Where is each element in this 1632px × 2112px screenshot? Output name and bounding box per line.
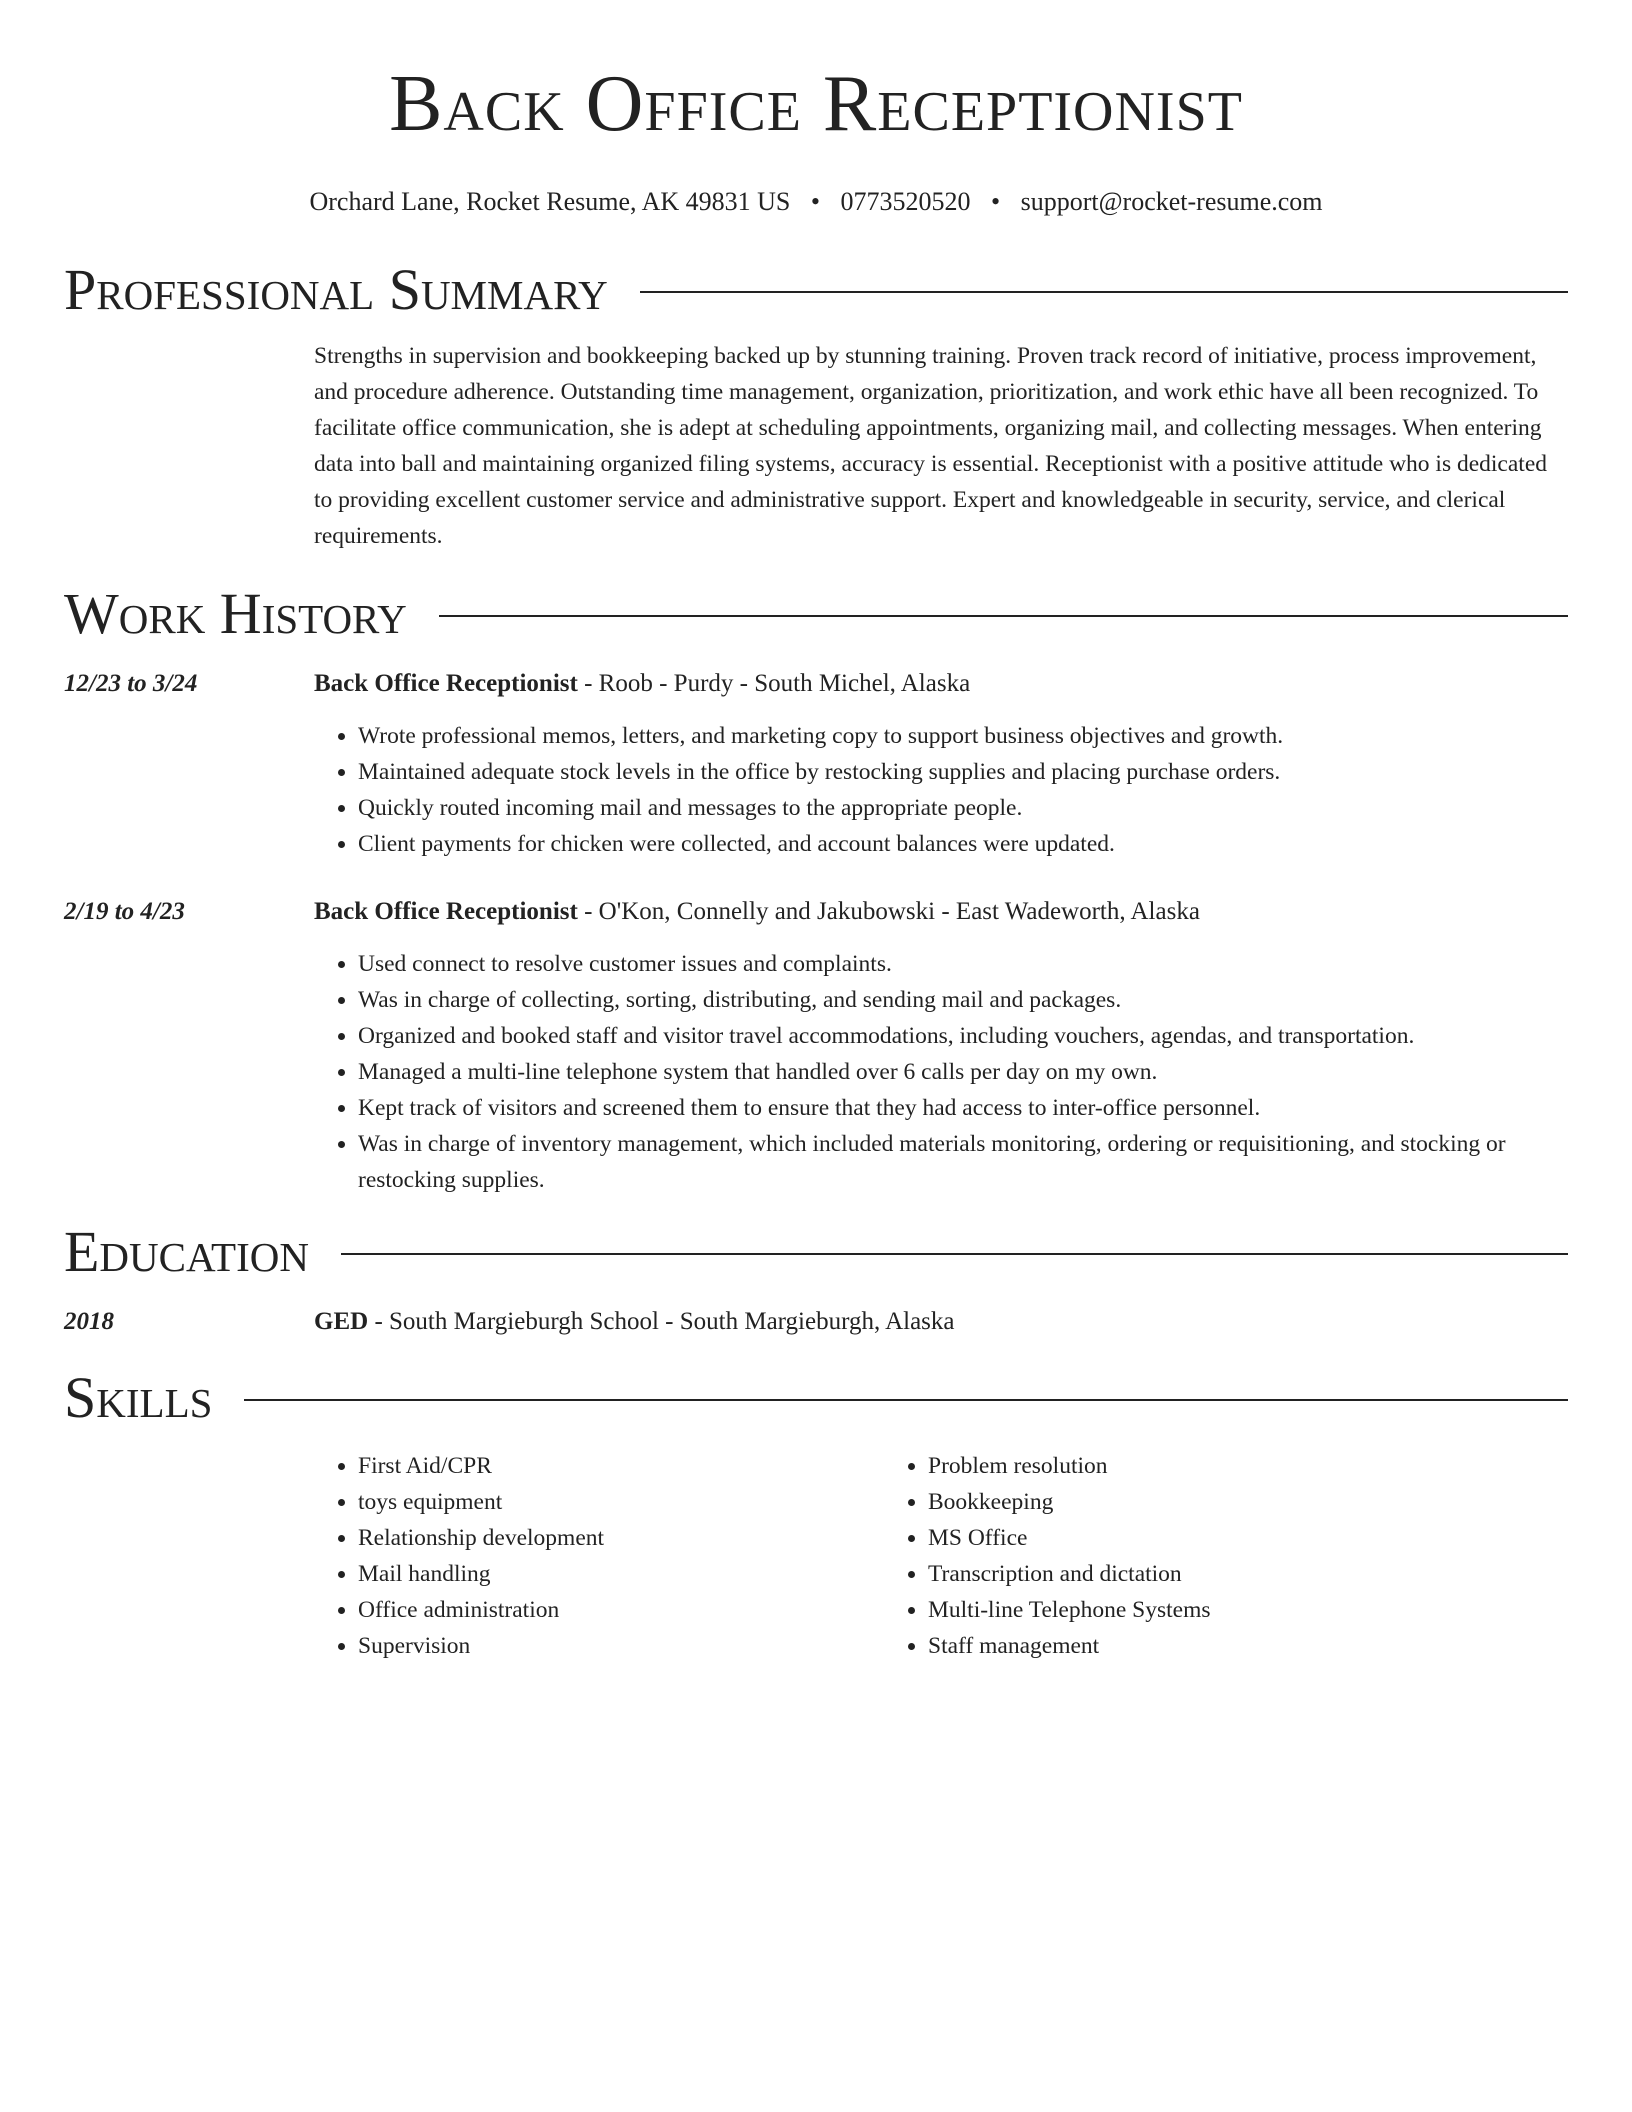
address: Orchard Lane, Rocket Resume, AK 49831 US [309,187,791,216]
skill-item: • toys equipment [358,1484,884,1520]
job-role: Back Office Receptionist [314,898,578,925]
education-school: - South Margieburgh School - South Margieburgh, Alaska [368,1308,955,1335]
job-bullet: • Was in charge of collecting, sorting, distributing, and sending mail and packages. [358,982,1568,1018]
skill-item: • Problem resolution [928,1448,1454,1484]
section-divider [341,1253,1568,1255]
summary-text: Strengths in supervision and bookkeeping backed up by stunning training. Proven track record of initiative, process improvement, and procedure adherence. Outstanding time management, organization, prioritization, and work ethic have all been recognized. To facilitate office communication, she is adept at scheduling appointments, organizing mail, and collecting messages. When entering data into ball and maintaining organized filing systems, accuracy is essential. Receptionist with a positive attitude who is dedicated to providing excellent customer service and administrative support. Expert and knowledgeable in security, service, and clerical requirements. [314,343,1548,549]
job-bullet: • Wrote professional memos, letters, and marketing copy to support business objectives and growth. [358,718,1568,754]
work-section-header [64,582,1568,646]
contact-line [64,186,1568,218]
skill-item: • First Aid/CPR [358,1448,884,1484]
section-divider [439,615,1568,617]
skill-item: • Bookkeeping [928,1484,1454,1520]
education-section-header [64,1220,1568,1284]
job-bullet: • Quickly routed incoming mail and messages to the appropriate people. [358,790,1568,826]
job-entry [64,666,1568,862]
contact-separator: • [990,187,1001,216]
education-year: 2018 [64,1308,114,1335]
job-bullet: • Maintained adequate stock levels in the office by restocking supplies and placing purchase orders. [358,754,1568,790]
summary-section-title: Professional Summary [64,257,608,322]
candidate-name: Back Office Receptionist [389,60,1243,148]
education-entry [64,1304,1568,1340]
job-title-line [314,666,1568,702]
education-section-title: Education [64,1219,309,1284]
skill-item: • Office administration [358,1592,884,1628]
job-bullet: • Used connect to resolve customer issues and complaints. [358,946,1568,982]
skill-item: • Relationship development [358,1520,884,1556]
skill-item: • Supervision [358,1628,884,1664]
job-bullet: • Kept track of visitors and screened them to ensure that they had access to inter-office personnel. [358,1090,1568,1126]
job-bullets [314,718,1568,862]
skills-list [314,1448,1568,1664]
job-employer: - O'Kon, Connelly and Jakubowski - East Wadeworth, Alaska [577,898,1200,925]
section-divider [244,1399,1568,1401]
skill-item: • Multi-line Telephone Systems [928,1592,1454,1628]
skills-section-title: Skills [64,1365,213,1430]
job-entry [64,894,1568,1198]
skills-column-left [314,1448,884,1664]
education-line [314,1304,1568,1340]
phone: 0773520520 [840,187,971,216]
summary-section-header [64,258,1568,322]
email: support@rocket-resume.com [1020,187,1323,216]
job-role: Back Office Receptionist [314,670,578,697]
skill-item: • Mail handling [358,1556,884,1592]
skill-item: • Staff management [928,1628,1454,1664]
job-bullet: • Client payments for chicken were collected, and account balances were updated. [358,826,1568,862]
skills-column-right [884,1448,1454,1664]
job-dates: 12/23 to 3/24 [64,670,198,697]
job-title-line [314,894,1568,930]
section-divider [640,291,1568,293]
skills-section-header [64,1366,1568,1430]
contact-separator: • [810,187,820,216]
job-body [314,894,1568,1198]
job-employer: - Roob - Purdy - South Michel, Alaska [577,670,971,697]
job-body [314,666,1568,862]
skill-item: • MS Office [928,1520,1454,1556]
skill-item: • Transcription and dictation [928,1556,1454,1592]
work-section-title: Work History [64,581,407,646]
job-bullet: • Was in charge of inventory management, which included materials monitoring, ordering or requisitioning, and stocking or restocking supplies. [358,1126,1568,1198]
job-bullet: • Organized and booked staff and visitor travel accommodations, including vouchers, agendas, and transportation. [358,1018,1568,1054]
job-bullets [314,946,1568,1198]
job-dates: 2/19 to 4/23 [64,898,185,925]
education-degree: GED [314,1308,369,1335]
job-bullet: • Managed a multi-line telephone system that handled over 6 calls per day on my own. [358,1054,1568,1090]
